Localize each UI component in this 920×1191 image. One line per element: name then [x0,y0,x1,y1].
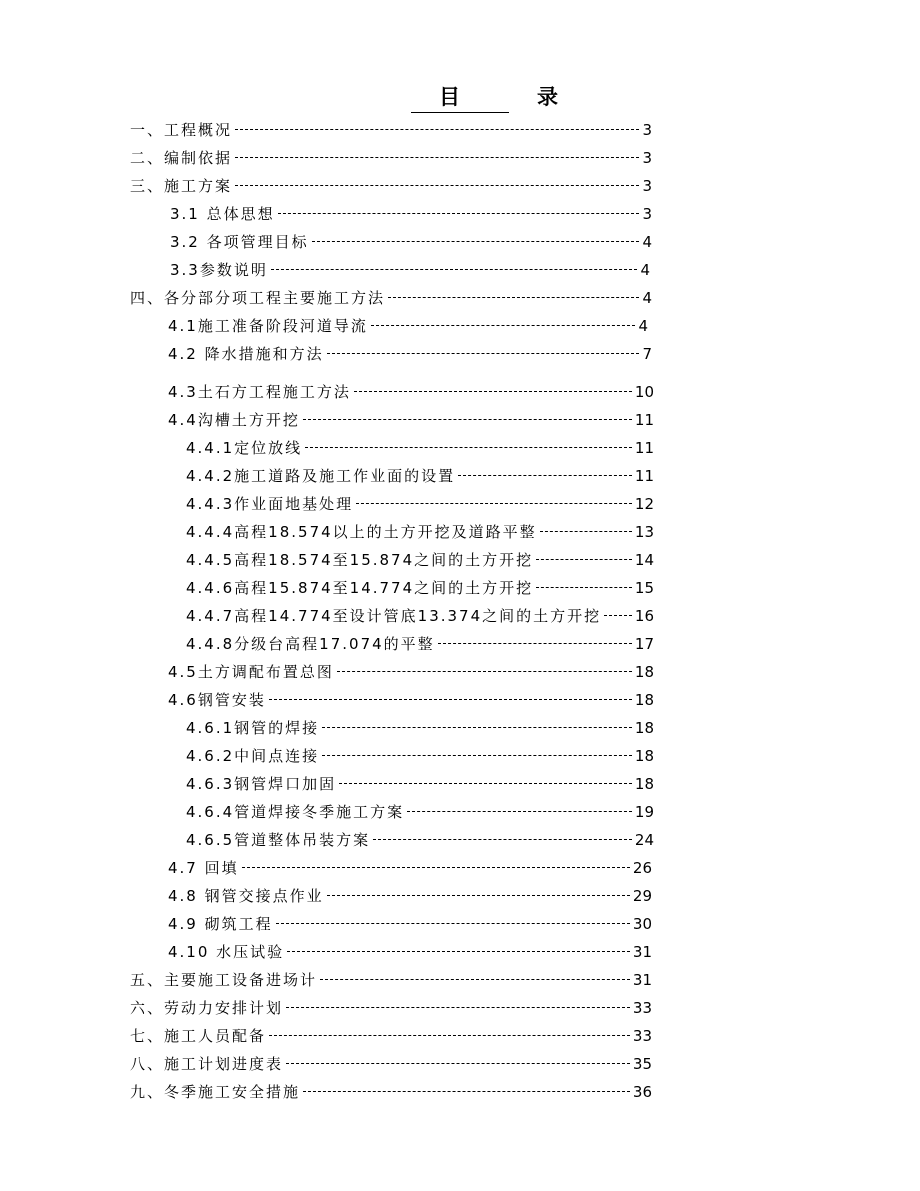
toc-entry-page: 18 [634,663,654,681]
toc-entry-page: 36 [632,1083,652,1101]
toc-entry-label: 4.6.3钢管焊口加固 [186,775,337,793]
toc-leader [356,503,632,504]
toc-entry-label: 4.4.5高程18.574至15.874之间的土方开挖 [186,551,534,569]
toc-entry-label: 五、主要施工设备进场计 [130,971,318,989]
toc-entry-label: 4.4.8分级台高程17.074的平整 [186,635,435,653]
toc-entry-label: 4.4.6高程15.874至14.774之间的土方开挖 [186,579,534,597]
toc-entry-label: 4.4.1定位放线 [186,439,303,457]
toc-leader [303,419,632,420]
toc-entry-page: 4 [642,233,652,251]
toc-entry[interactable] [170,260,650,280]
toc-entry[interactable] [186,830,654,850]
toc-leader [235,185,639,186]
toc-entry-page: 11 [634,467,654,485]
toc-entry[interactable] [186,606,654,626]
toc-entry-page: 33 [632,1027,652,1045]
toc-leader [327,353,640,354]
toc-entry[interactable] [186,634,654,654]
toc-entry-page: 18 [634,719,654,737]
toc-entry-label: 一、工程概况 [130,121,233,139]
toc-entry-page: 15 [634,579,654,597]
toc-leader [286,1063,630,1064]
toc-entry-label: 九、冬季施工安全措施 [130,1083,301,1101]
toc-entry-page: 10 [634,383,654,401]
toc-leader [235,129,639,130]
toc-entry[interactable] [186,466,654,486]
toc-entry[interactable] [130,1026,652,1046]
toc-entry-label: 3.3参数说明 [170,261,268,279]
toc-entry-page: 29 [632,887,652,905]
toc-entry-page: 11 [634,411,654,429]
toc-entry-page: 12 [634,495,654,513]
toc-entry-page: 14 [634,551,654,569]
toc-entry-label: 4.4.3作业面地基处理 [186,495,354,513]
toc-leader [536,559,632,560]
toc-entry-label: 四、各分部分项工程主要施工方法 [130,289,386,307]
toc-entry[interactable] [168,344,652,364]
toc-leader [458,475,632,476]
toc-leader [407,811,632,812]
toc-leader [604,615,632,616]
toc-leader [269,699,632,700]
toc-entry-label: 六、劳动力安排计划 [130,999,284,1017]
toc-leader [312,241,640,242]
toc-entry-label: 4.6.1钢管的焊接 [186,719,320,737]
toc-entry[interactable] [130,970,652,990]
toc-entry[interactable] [170,204,652,224]
toc-entry[interactable] [168,886,652,906]
toc-leader [322,755,632,756]
toc-entry-label: 三、施工方案 [130,177,233,195]
toc-entry-page: 24 [634,831,654,849]
toc-leader [339,783,632,784]
toc-entry[interactable] [186,578,654,598]
toc-entry-page: 16 [634,607,654,625]
toc-leader [235,157,639,158]
toc-leader [438,643,632,644]
toc-leader [287,951,630,952]
toc-entry-page: 13 [634,523,654,541]
toc-entry-page: 4 [642,289,652,307]
toc-entry-page: 3 [642,205,652,223]
toc-entry[interactable] [170,232,652,252]
toc-entry-label: 4.6.5管道整体吊装方案 [186,831,371,849]
toc-leader [320,979,630,980]
toc-entry-label: 二、编制依据 [130,149,233,167]
toc-entry[interactable] [130,1054,652,1074]
toc-entry-label: 4.4.4高程18.574以上的土方开挖及道路平整 [186,523,537,541]
toc-entry-page: 31 [632,943,652,961]
toc-leader [327,895,630,896]
toc-entry-page: 19 [634,803,654,821]
toc-entry-page: 31 [632,971,652,989]
toc-entry-label: 4.2 降水措施和方法 [168,345,324,363]
toc-leader [354,391,632,392]
toc-entry[interactable] [186,522,654,542]
toc-entry-label: 4.4.2施工道路及施工作业面的设置 [186,467,456,485]
toc-entry[interactable] [130,1082,652,1102]
toc-entry[interactable] [168,942,652,962]
toc-entry-label: 4.9 砌筑工程 [168,915,273,933]
toc-entry-label: 3.2 各项管理目标 [170,233,309,251]
toc-entry-label: 4.8 钢管交接点作业 [168,887,324,905]
toc-entry[interactable] [168,858,652,878]
toc-leader [536,587,632,588]
toc-entry[interactable] [168,690,654,710]
toc-entry[interactable] [186,550,654,570]
toc-entry[interactable] [168,382,654,402]
toc-entry-label: 4.6.4管道焊接冬季施工方案 [186,803,405,821]
toc-leader [269,1035,630,1036]
toc-entry[interactable] [186,802,654,822]
toc-entry-page: 7 [642,345,652,363]
toc-leader [388,297,639,298]
toc-entry-page: 17 [634,635,654,653]
toc-leader [373,839,632,840]
toc-entry-page: 3 [642,121,652,139]
toc-entry-label: 4.4.7高程14.774至设计管底13.374之间的土方开挖 [186,607,602,625]
toc-leader [271,269,638,270]
toc-leader [540,531,632,532]
toc-entry-page: 18 [634,691,654,709]
toc-entry-page: 11 [634,439,654,457]
toc-entry-label: 4.6钢管安装 [168,691,266,709]
toc-entry-page: 4 [640,261,650,279]
toc-entry-page: 4 [638,317,648,335]
toc-entry[interactable] [168,316,648,336]
toc-entry[interactable] [130,176,652,196]
toc-entry[interactable] [130,120,652,140]
toc-entry-page: 3 [642,149,652,167]
toc-entry-page: 3 [642,177,652,195]
toc-entry-page: 30 [632,915,652,933]
toc-entry[interactable] [168,662,654,682]
toc-entry-label: 4.7 回填 [168,859,239,877]
toc-entry[interactable] [130,288,652,308]
toc-leader [322,727,632,728]
toc-entry-label: 4.1施工准备阶段河道导流 [168,317,368,335]
toc-title: 目 录 [411,84,509,113]
toc-entry-label: 4.6.2中间点连接 [186,747,320,765]
toc-entry[interactable] [186,494,654,514]
toc-entry-page: 35 [632,1055,652,1073]
toc-entry-label: 4.3土石方工程施工方法 [168,383,351,401]
toc-entry-label: 4.10 水压试验 [168,943,285,961]
toc-leader [276,923,630,924]
toc-entry[interactable] [130,148,652,168]
toc-leader [286,1007,630,1008]
toc-leader [278,213,640,214]
toc-entry-page: 18 [634,775,654,793]
toc-entry[interactable] [186,718,654,738]
toc-entry-page: 33 [632,999,652,1017]
toc-entry[interactable] [168,914,652,934]
toc-entry-label: 八、施工计划进度表 [130,1055,284,1073]
toc-leader [303,1091,630,1092]
toc-leader [305,447,632,448]
toc-entry-label: 4.5土方调配布置总图 [168,663,334,681]
toc-entry[interactable] [186,438,654,458]
toc-entry-label: 七、施工人员配备 [130,1027,267,1045]
toc-entry-page: 18 [634,747,654,765]
toc-entry-page: 26 [632,859,652,877]
toc-leader [371,325,636,326]
toc-entry[interactable] [186,746,654,766]
toc-leader [337,671,632,672]
toc-leader [242,867,630,868]
toc-entry-label: 3.1 总体思想 [170,205,275,223]
toc-entry-label: 4.4沟槽土方开挖 [168,411,300,429]
toc-entry[interactable] [186,774,654,794]
toc-entry[interactable] [130,998,652,1018]
toc-entry[interactable] [168,410,654,430]
